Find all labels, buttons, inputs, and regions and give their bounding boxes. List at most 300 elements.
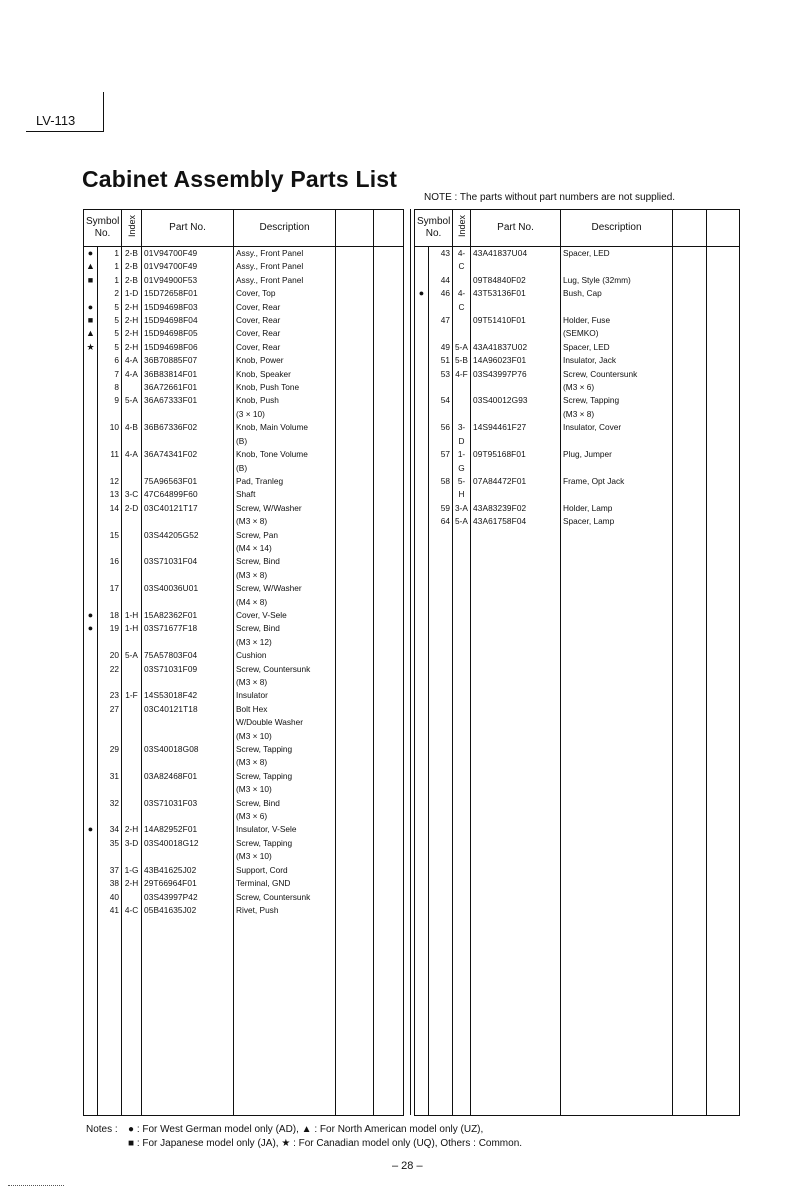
blank-cell [336, 301, 374, 314]
blank-cell [336, 770, 374, 797]
symbol-no: 38 [98, 877, 122, 890]
index-ref: 2-H [122, 877, 142, 890]
blank-cell [374, 663, 404, 690]
blank-cell [122, 917, 142, 1115]
blank-cell [374, 917, 404, 1115]
blank-cell [336, 341, 374, 354]
blank-cell [336, 394, 374, 421]
model-mark [415, 247, 429, 274]
symbol-no: 32 [98, 797, 122, 824]
part-number: 14A96023F01 [471, 354, 561, 367]
blank-cell [707, 341, 740, 354]
part-number: 07A84472F01 [471, 475, 561, 502]
index-header: Index [122, 210, 142, 247]
description: Insulator [234, 689, 336, 702]
blank-cell [673, 448, 707, 475]
blank-cell [374, 247, 404, 261]
model-mark [84, 703, 98, 743]
index-ref: 4-C [122, 904, 142, 917]
symbol-no: 13 [98, 488, 122, 501]
blank-cell [336, 314, 374, 327]
index-ref [453, 274, 471, 287]
part-number: 03S71677F18 [142, 622, 234, 649]
model-mark [84, 663, 98, 690]
part-number: 36B70885F07 [142, 354, 234, 367]
blank-cell [707, 274, 740, 287]
table-row [84, 797, 404, 824]
part-number: 36B67336F02 [142, 421, 234, 448]
symbol-no: 10 [98, 421, 122, 448]
blank-cell [336, 877, 374, 890]
part-number: 43T53136F01 [471, 287, 561, 314]
table-row [84, 475, 404, 488]
blank-cell [673, 502, 707, 515]
blank-cell [336, 917, 374, 1115]
description: Spacer, LED [561, 247, 673, 274]
blank-cell [707, 448, 740, 475]
symbol-no: 53 [429, 368, 453, 395]
index-ref: 1-G [453, 448, 471, 475]
part-number: 36A67333F01 [142, 394, 234, 421]
blank-cell [374, 770, 404, 797]
description: Cover, Rear [234, 301, 336, 314]
table-row [415, 502, 740, 515]
table-row [84, 301, 404, 314]
blank-cell [374, 274, 404, 287]
blank-cell [336, 689, 374, 702]
blank-cell [98, 917, 122, 1115]
blank-cell [415, 529, 429, 1115]
description: Holder, Fuse (SEMKO) [561, 314, 673, 341]
part-number: 03S43997P42 [142, 891, 234, 904]
description: Knob, Push (3 × 10) [234, 394, 336, 421]
index-ref [122, 743, 142, 770]
symbol-no: 64 [429, 515, 453, 528]
part-number: 03S71031F09 [142, 663, 234, 690]
model-mark [84, 904, 98, 917]
index-ref: 2-H [122, 301, 142, 314]
symbol-no: 1 [98, 260, 122, 273]
model-mark [84, 877, 98, 890]
blank-cell [374, 703, 404, 743]
blank-cell [374, 555, 404, 582]
blank-cell [707, 314, 740, 341]
model-mark [415, 314, 429, 341]
blank-cell [336, 529, 374, 556]
blank-cell [336, 421, 374, 448]
table-row [84, 622, 404, 649]
index-ref: 4-F [453, 368, 471, 395]
table-row [84, 891, 404, 904]
symbol-no: 49 [429, 341, 453, 354]
table-row [84, 823, 404, 836]
model-mark [415, 515, 429, 528]
symbol-no: 29 [98, 743, 122, 770]
index-ref: 5-A [453, 515, 471, 528]
symbol-no: 20 [98, 649, 122, 662]
description: Cover, V-Sele [234, 609, 336, 622]
model-mark: ▲ [84, 327, 98, 340]
model-mark [84, 770, 98, 797]
description: Screw, Tapping (M3 × 8) [234, 743, 336, 770]
description-header: Description [234, 210, 336, 247]
model-mark [84, 864, 98, 877]
index-ref [453, 314, 471, 341]
description: Cover, Rear [234, 314, 336, 327]
symbol-no: 1 [98, 274, 122, 287]
table-row [84, 877, 404, 890]
blank-cell [336, 823, 374, 836]
symbol-no: 57 [429, 448, 453, 475]
index-ref [122, 555, 142, 582]
part-number: 03S40036U01 [142, 582, 234, 609]
description: Support, Cord [234, 864, 336, 877]
part-number: 43B41625J02 [142, 864, 234, 877]
part-number: 15D94698F06 [142, 341, 234, 354]
part-number: 47C64899F60 [142, 488, 234, 501]
blank-header [374, 210, 404, 247]
blank-cell [374, 877, 404, 890]
index-ref: 2-D [122, 502, 142, 529]
parts-body-right [415, 247, 740, 1116]
description: Frame, Opt Jack [561, 475, 673, 502]
symbol-no: 31 [98, 770, 122, 797]
table-row [84, 502, 404, 529]
model-mark [415, 368, 429, 395]
blank-cell [673, 421, 707, 448]
blank-cell [707, 368, 740, 395]
model-mark [84, 582, 98, 609]
table-row [84, 381, 404, 394]
table-row [415, 394, 740, 421]
symbol-no: 15 [98, 529, 122, 556]
description: Terminal, GND [234, 877, 336, 890]
part-number: 15D94698F04 [142, 314, 234, 327]
symbol-no: 47 [429, 314, 453, 341]
description: Knob, Tone Volume (B) [234, 448, 336, 475]
part-number: 43A41837U04 [471, 247, 561, 274]
model-mark [415, 502, 429, 515]
blank-cell [374, 891, 404, 904]
blank-cell [374, 823, 404, 836]
index-ref: 2-B [122, 260, 142, 273]
blank-cell [336, 327, 374, 340]
table-row [84, 394, 404, 421]
model-mark [415, 421, 429, 448]
symbol-no: 17 [98, 582, 122, 609]
table-row [84, 287, 404, 300]
symbol-no: 16 [98, 555, 122, 582]
table-filler [415, 529, 740, 1115]
index-ref: 3-A [453, 502, 471, 515]
blank-cell [673, 515, 707, 528]
blank-cell [707, 394, 740, 421]
description: Knob, Main Volume (B) [234, 421, 336, 448]
table-row [415, 341, 740, 354]
blank-cell [336, 502, 374, 529]
model-mark [84, 743, 98, 770]
index-ref: 1-H [122, 609, 142, 622]
model-mark [84, 837, 98, 864]
blank-cell [336, 247, 374, 261]
table-row [84, 354, 404, 367]
parts-table-left [83, 209, 404, 1116]
description: Screw, Tapping (M3 × 10) [234, 837, 336, 864]
blank-cell [374, 368, 404, 381]
symbol-no: 23 [98, 689, 122, 702]
blank-cell [673, 394, 707, 421]
symbol-no: 41 [98, 904, 122, 917]
blank-cell [336, 904, 374, 917]
table-row [415, 421, 740, 448]
blank-cell [336, 488, 374, 501]
index-ref: 1-H [122, 622, 142, 649]
description: Screw, Bind (M3 × 8) [234, 555, 336, 582]
blank-cell [673, 314, 707, 341]
table-filler [84, 917, 404, 1115]
model-mark [84, 394, 98, 421]
part-number: 14S53018F42 [142, 689, 234, 702]
blank-cell [374, 301, 404, 314]
model-mark [415, 475, 429, 502]
table-row [84, 260, 404, 273]
blank-cell [673, 247, 707, 274]
symbol-no: 5 [98, 314, 122, 327]
model-mark [84, 381, 98, 394]
blank-cell [673, 341, 707, 354]
footer-rule [8, 1185, 64, 1186]
blank-cell [707, 515, 740, 528]
blank-cell [336, 368, 374, 381]
blank-cell [707, 529, 740, 1115]
index-ref: 3-C [122, 488, 142, 501]
blank-cell [673, 287, 707, 314]
table-row [415, 368, 740, 395]
notes-block [86, 1123, 522, 1151]
table-row [84, 341, 404, 354]
index-ref: 2-H [122, 341, 142, 354]
blank-cell [336, 274, 374, 287]
model-mark [415, 274, 429, 287]
blank-cell [374, 394, 404, 421]
part-number: 03S40012G93 [471, 394, 561, 421]
description: Assy., Front Panel [234, 247, 336, 261]
model-mark [84, 502, 98, 529]
blank-cell [673, 529, 707, 1115]
notes-label: Notes : [86, 1124, 118, 1135]
part-number: 43A83239F02 [471, 502, 561, 515]
description: Shaft [234, 488, 336, 501]
description: Screw, W/Washer (M4 × 8) [234, 582, 336, 609]
blank-cell [374, 475, 404, 488]
model-mark [415, 341, 429, 354]
description: Pad, Tranleg [234, 475, 336, 488]
blank-cell [336, 381, 374, 394]
part-number: 15A82362F01 [142, 609, 234, 622]
index-ref: 4-C [453, 247, 471, 274]
table-row [84, 327, 404, 340]
index-ref [122, 529, 142, 556]
header-rule [103, 92, 104, 110]
blank-cell [707, 502, 740, 515]
index-ref: 1-D [122, 287, 142, 300]
part-number: 15D94698F05 [142, 327, 234, 340]
description: Cushion [234, 649, 336, 662]
parts-body-left [84, 247, 404, 1116]
blank-cell [336, 475, 374, 488]
part-no-header: Part No. [471, 210, 561, 247]
index-ref: 1-G [122, 864, 142, 877]
blank-cell [374, 797, 404, 824]
blank-cell [336, 649, 374, 662]
blank-cell [374, 260, 404, 273]
blank-cell [707, 247, 740, 274]
symbol-no: 8 [98, 381, 122, 394]
model-mark [84, 797, 98, 824]
part-number: 43A61758F04 [471, 515, 561, 528]
index-ref: 2-H [122, 327, 142, 340]
index-ref: 5-H [453, 475, 471, 502]
index-header: Index [453, 210, 471, 247]
blank-cell [336, 260, 374, 273]
blank-cell [336, 582, 374, 609]
description: Knob, Power [234, 354, 336, 367]
description: Screw, Pan (M4 × 14) [234, 529, 336, 556]
blank-cell [374, 354, 404, 367]
blank-cell [336, 609, 374, 622]
notes-line-2: ■ : For Japanese model only (JA), ★ : For Canadian model only (UQ), Others : Common. [128, 1138, 523, 1149]
index-ref: 2-B [122, 247, 142, 261]
table-row [415, 354, 740, 367]
part-number: 03A82468F01 [142, 770, 234, 797]
model-mark: ● [84, 609, 98, 622]
description: Screw, Bind (M3 × 12) [234, 622, 336, 649]
symbol-no: 58 [429, 475, 453, 502]
parts-table-right [414, 209, 740, 1116]
table-row [84, 582, 404, 609]
model-mark [84, 891, 98, 904]
blank-cell [374, 502, 404, 529]
part-number: 01V94700F49 [142, 247, 234, 261]
description: Holder, Lamp [561, 502, 673, 515]
symbol-no: 44 [429, 274, 453, 287]
model-mark: ▲ [84, 260, 98, 273]
part-number: 03S71031F04 [142, 555, 234, 582]
model-mark [84, 529, 98, 556]
part-number: 36A72661F01 [142, 381, 234, 394]
blank-cell [453, 529, 471, 1115]
index-ref: 4-A [122, 448, 142, 475]
blank-cell [673, 475, 707, 502]
index-ref: 5-A [453, 341, 471, 354]
table-row [84, 703, 404, 743]
table-row [415, 274, 740, 287]
model-mark [415, 448, 429, 475]
index-ref [122, 797, 142, 824]
symbol-no: 43 [429, 247, 453, 274]
part-number: 15D72658F01 [142, 287, 234, 300]
symbol-header: Symbol No. [84, 210, 122, 247]
index-ref [453, 394, 471, 421]
table-row [84, 274, 404, 287]
symbol-no: 37 [98, 864, 122, 877]
symbol-no: 2 [98, 287, 122, 300]
notes-line-1: ● : For West German model only (AD), ▲ : For North American model only (UZ), [128, 1124, 484, 1135]
table-row [415, 515, 740, 528]
part-number: 03S40018G08 [142, 743, 234, 770]
blank-cell [374, 582, 404, 609]
description: Insulator, Cover [561, 421, 673, 448]
model-mark [84, 689, 98, 702]
table-row [84, 555, 404, 582]
index-ref [122, 770, 142, 797]
blank-cell [374, 904, 404, 917]
part-number: 36B83814F01 [142, 368, 234, 381]
description: Insulator, V-Sele [234, 823, 336, 836]
part-number: 36A74341F02 [142, 448, 234, 475]
blank-cell [707, 475, 740, 502]
index-ref [122, 475, 142, 488]
blank-cell [336, 354, 374, 367]
part-number: 29T66964F01 [142, 877, 234, 890]
symbol-no: 5 [98, 341, 122, 354]
table-row [84, 689, 404, 702]
blank-cell [336, 891, 374, 904]
description: Bush, Cap [561, 287, 673, 314]
blank-cell [429, 529, 453, 1115]
model-mark [415, 354, 429, 367]
blank-cell [374, 421, 404, 448]
blank-cell [336, 448, 374, 475]
model-mark: ● [415, 287, 429, 314]
blank-cell [84, 917, 98, 1115]
blank-cell [374, 622, 404, 649]
part-number: 09T95168F01 [471, 448, 561, 475]
part-no-header: Part No. [142, 210, 234, 247]
blank-cell [374, 287, 404, 300]
description: Cover, Rear [234, 327, 336, 340]
blank-cell [374, 341, 404, 354]
index-ref [122, 381, 142, 394]
model-mark [84, 488, 98, 501]
part-number: 09T84840F02 [471, 274, 561, 287]
description: Plug, Jumper [561, 448, 673, 475]
blank-cell [374, 314, 404, 327]
table-row [84, 663, 404, 690]
blank-cell [374, 529, 404, 556]
part-number: 14A82952F01 [142, 823, 234, 836]
description: Assy., Front Panel [234, 274, 336, 287]
symbol-no: 40 [98, 891, 122, 904]
blank-cell [673, 274, 707, 287]
symbol-no: 5 [98, 327, 122, 340]
blank-cell [374, 864, 404, 877]
table-row [415, 287, 740, 314]
table-row [84, 904, 404, 917]
index-ref: 4-A [122, 368, 142, 381]
part-number: 03C40121T17 [142, 502, 234, 529]
blank-cell [707, 354, 740, 367]
blank-cell [374, 689, 404, 702]
model-mark: ● [84, 301, 98, 314]
index-ref: 1-F [122, 689, 142, 702]
symbol-no: 12 [98, 475, 122, 488]
blank-cell [374, 488, 404, 501]
table-row [415, 448, 740, 475]
table-row [84, 314, 404, 327]
blank-cell [561, 529, 673, 1115]
description: Lug, Style (32mm) [561, 274, 673, 287]
